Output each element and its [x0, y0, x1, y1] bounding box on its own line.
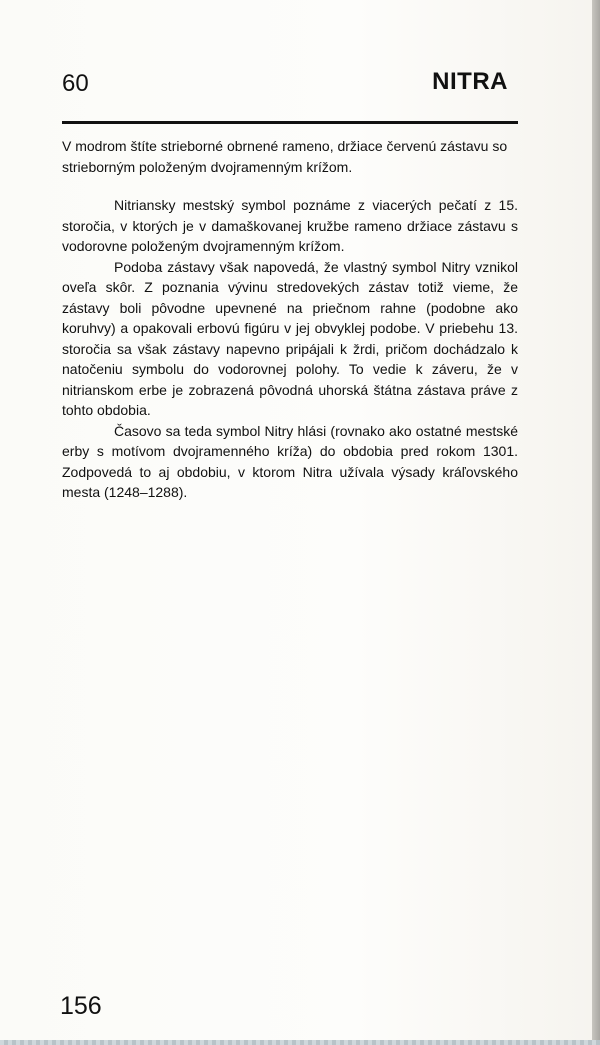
book-edge: [592, 0, 600, 1045]
page-bottom-edge: [0, 1040, 600, 1045]
paragraph-1: Nitriansky mestský symbol poznáme z viacerých pečatí z 15. storočia, v ktorých je v damaškovanej kružbe rameno držiace zástavu s vodorovne položeným dvojramenným krížom.: [62, 197, 518, 254]
entry-number: 60: [62, 70, 89, 97]
entry-title: NITRA: [432, 68, 508, 95]
entry-body: [62, 136, 518, 503]
folio-number: 156: [60, 992, 102, 1020]
paragraph-2: Podoba zástavy však napovedá, že vlastný symbol Nitry vznikol oveľa skôr. Z poznania vývinu stredovekých zástav totiž vieme, že zástavy boli pôvodne upevnené na priečnom rahne (podobne ako koruhvy) a opakovali erbovú figúru v jej obvyklej podobe. V priebehu 13. storočia sa však zástavy napevno pripájali k žrdi, pričom dochádzalo k natočeniu symbolu do vodorovnej polohy. To vedie k záveru, že v nitrianskom erbe je zobrazená pôvodná uhorská štátna zástava práve z tohto obdobia.: [62, 258, 518, 418]
paragraph-3: Časovo sa teda symbol Nitry hlási (rovnako ako ostatné mestské erby s motívom dvojramenného kríža) do obdobia pred rokom 1301. Zodpovedá to aj obdobiu, v ktorom Nitra užívala výsady kráľovského mesta (1248–1288).: [62, 422, 518, 500]
header-rule: [62, 121, 518, 124]
blazon-text: V modrom štíte strieborné obrnené rameno, držiace červenú zástavu so strieborným položeným dvojramenným krížom.: [62, 138, 508, 175]
